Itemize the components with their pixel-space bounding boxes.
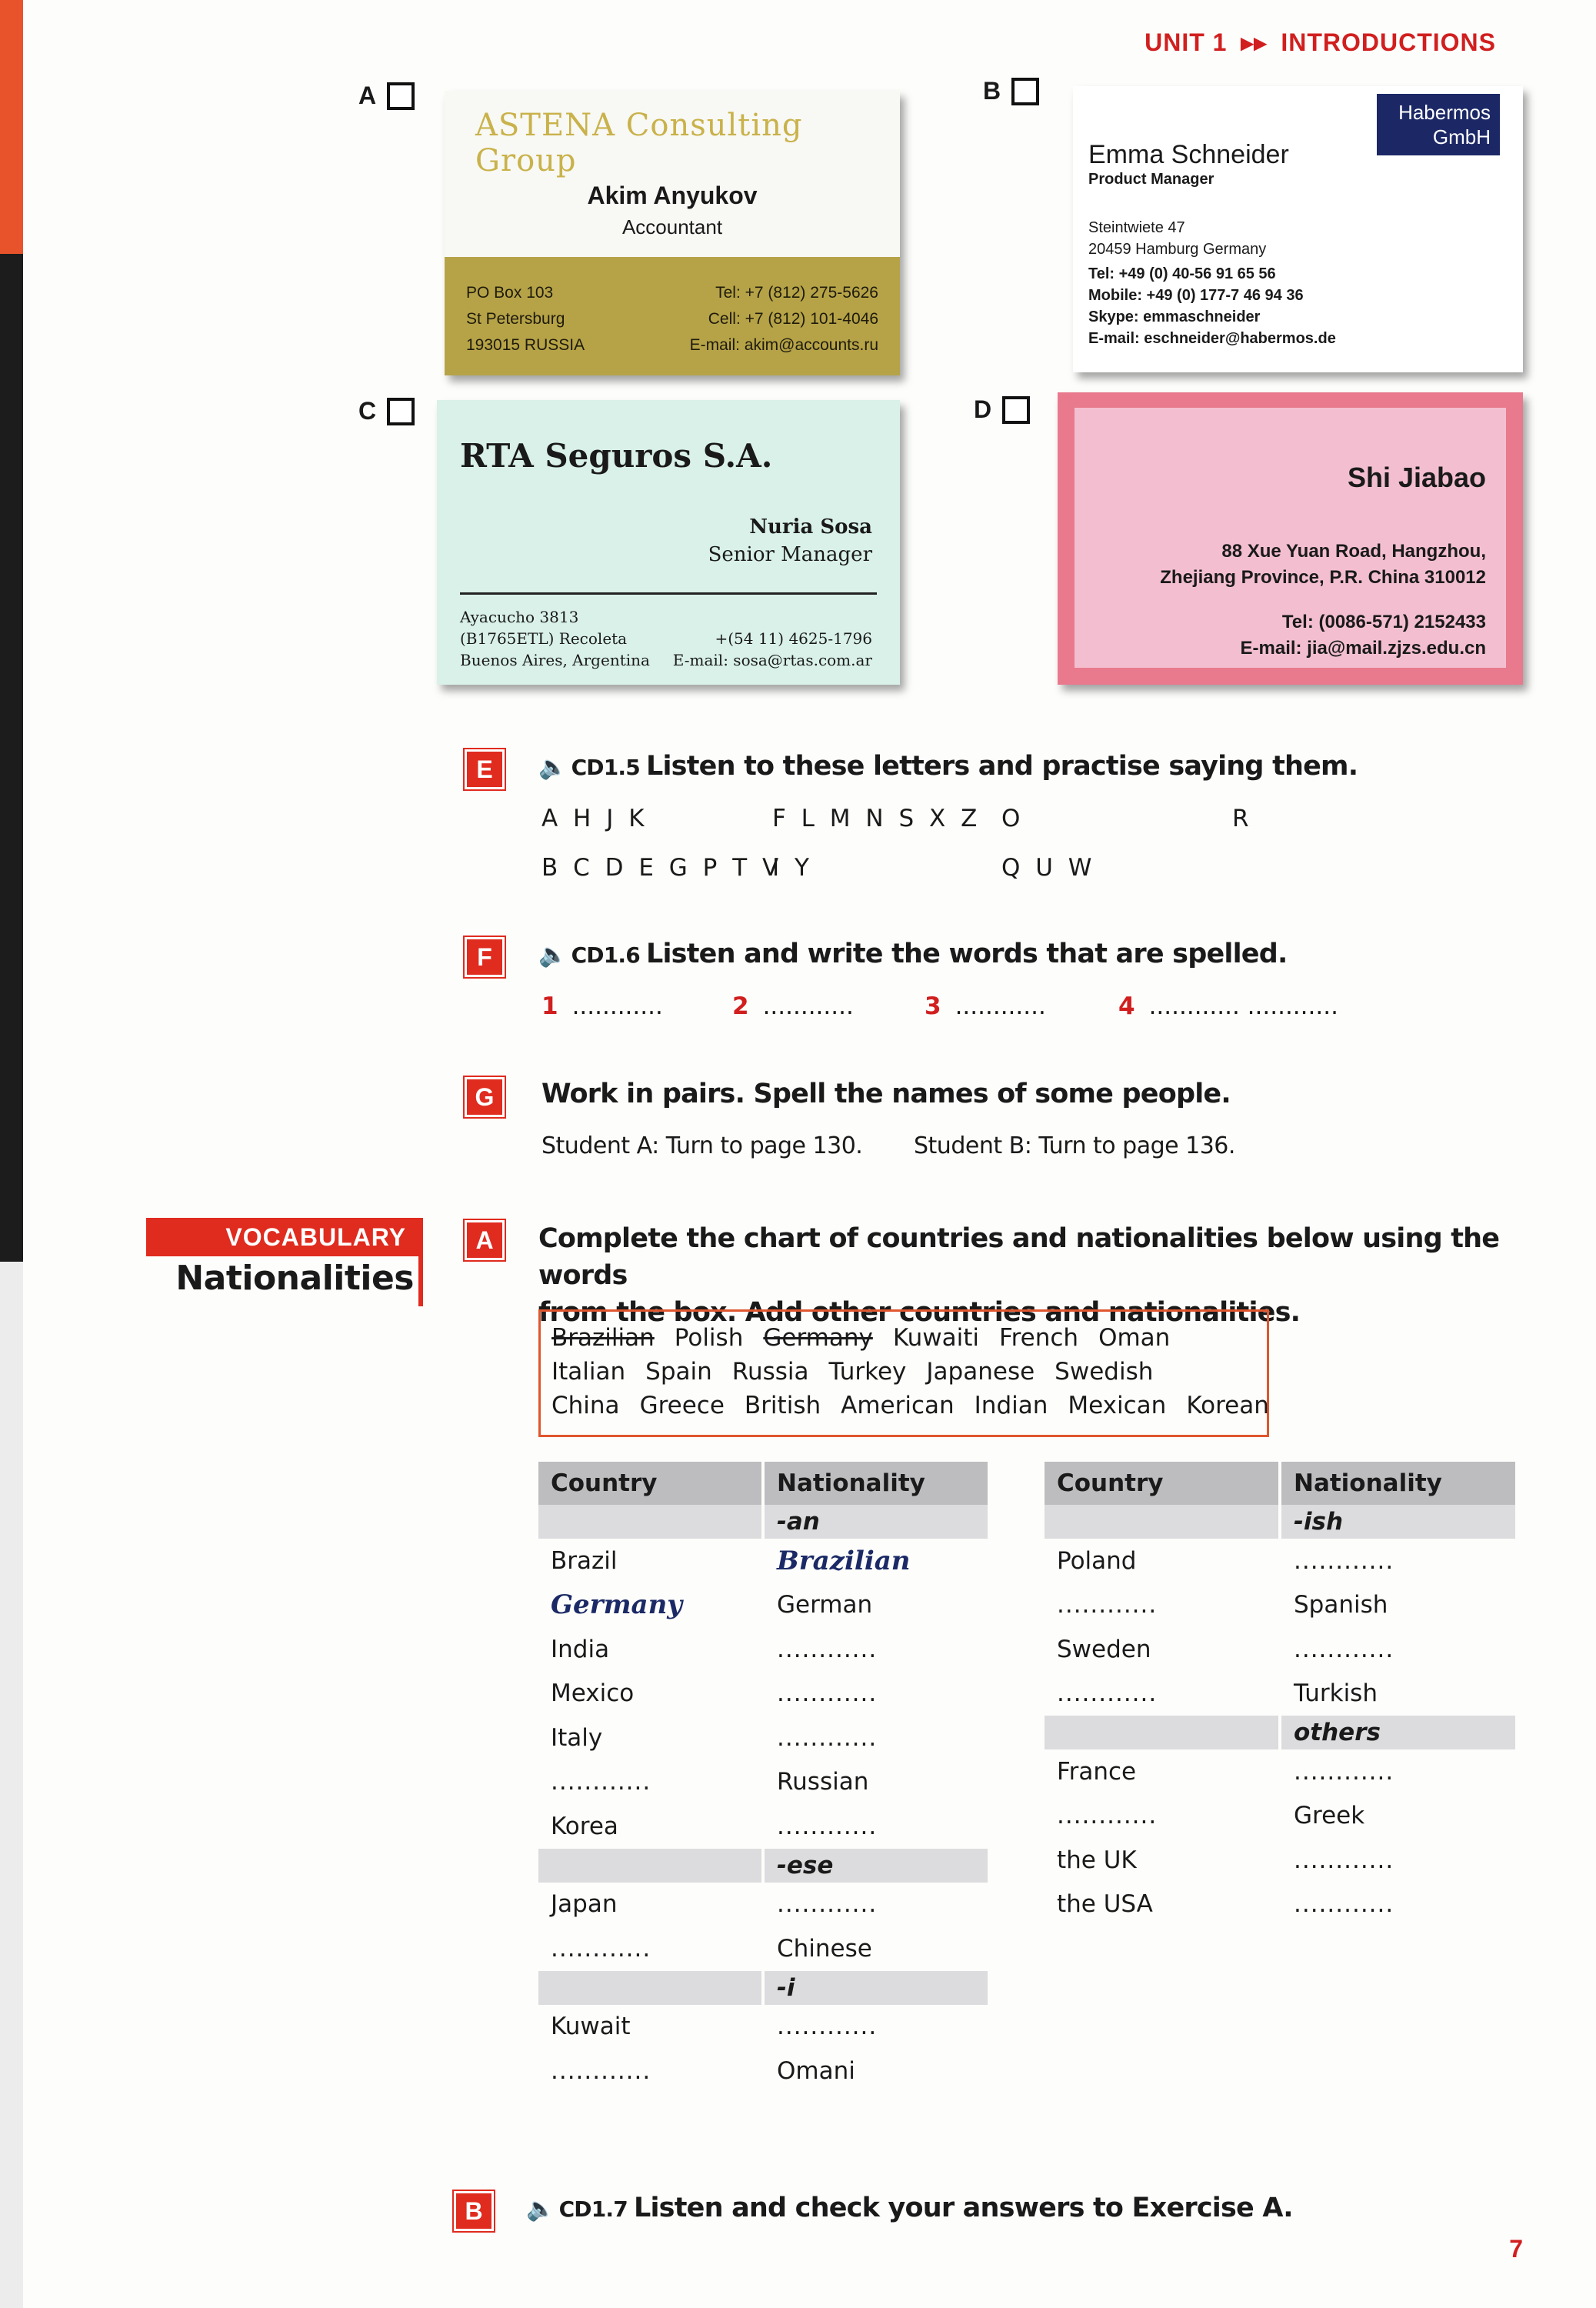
country-cell: Poland [1057,1546,1137,1575]
card-b-selector[interactable] [983,77,1039,105]
card-d-name: Shi Jiabao [1347,462,1486,493]
arrows-icon: ▸▸ [1241,28,1268,56]
card-d-address [1160,539,1486,591]
card-d-checkbox[interactable] [1002,396,1030,424]
table-row [538,1926,988,1971]
nationality-cell: Russian [777,1768,869,1796]
address-line: Buenos Aires, Argentina [460,651,650,669]
col-header-nationality: Nationality [765,1462,988,1505]
card-a-contact [690,280,878,359]
nationality-cell[interactable]: ............ [1294,1846,1394,1874]
table-row [1045,1838,1515,1883]
country-cell: the UK [1057,1846,1137,1874]
nationality-cell[interactable]: ............ [777,1812,878,1840]
instruction-text: Listen and check your answers to Exercise A. [633,2193,1293,2223]
word: Kuwaiti [892,1324,980,1352]
blank-number: 2 [732,992,749,1020]
country-cell: Italy [551,1723,603,1752]
contact-line: Tel: (0086-571) 2152433 [1281,612,1486,632]
vocabulary-label: VOCABULARY [146,1218,423,1256]
nationality-cell[interactable]: ............ [777,2013,878,2041]
word: British [744,1392,821,1419]
table-row [538,1804,988,1849]
card-c-checkbox[interactable] [387,398,415,425]
country-cell: the USA [1057,1890,1153,1919]
audio-speaker-icon[interactable]: 🔈 [538,754,567,781]
suffix-spacer [538,1505,761,1539]
nationality-table-right [1041,1462,1518,1926]
habermos-logo [1377,94,1500,155]
vocab-b-badge: B [454,2191,494,2231]
country-cell: Kuwait [551,2013,631,2041]
card-d-inner [1075,408,1506,668]
blank-number: 4 [1118,992,1135,1020]
address-line: 88 Xue Yuan Road, Hangzhou, [1221,541,1486,562]
word: Oman [1098,1324,1171,1352]
suffix-label: others [1281,1716,1515,1749]
word: Greece [639,1392,725,1419]
word-box [538,1309,1269,1437]
card-b-letter: B [983,77,1001,105]
contact-line: Tel: +7 (812) 275-5626 [715,284,878,302]
blank-dots: ............ ............ [1148,992,1338,1020]
contact-line: Mobile: +49 (0) 177-7 46 94 36 [1088,287,1304,304]
nationality-cell[interactable]: ............ [1294,1635,1394,1663]
suffix-row [1045,1716,1515,1749]
country-cell: Mexico [551,1679,635,1708]
exercise-e-instruction [538,751,1358,782]
section-label: INTRODUCTIONS [1281,28,1496,56]
card-c-company: RTA Seguros S.A. [460,437,773,475]
country-cell[interactable]: ............ [551,2056,651,2085]
letter-group: O [1001,805,1025,832]
table-row [538,1672,988,1716]
vocab-a-badge: A [465,1220,505,1260]
blank-dots: ............ [955,992,1046,1020]
table-row [1045,1883,1515,1927]
business-card-c [437,400,900,685]
country-cell[interactable]: ............ [551,1934,651,1963]
student-a-note: Student A: Turn to page 130. [541,1132,863,1159]
exercise-g-badge: G [465,1077,505,1117]
country-cell: France [1057,1757,1137,1786]
table-row [1045,1539,1515,1583]
suffix-label: -i [765,1971,988,2005]
address-line: 193015 RUSSIA [466,336,585,354]
card-a-role: Accountant [621,215,723,238]
card-b-name: Emma Schneider [1088,140,1289,169]
word: Italian [551,1358,626,1386]
address-line: St Petersburg [466,310,565,328]
page-edge-dark [0,254,23,1262]
address-line: Zhejiang Province, P.R. China 310012 [1160,567,1486,588]
word-box-row [551,1355,1256,1389]
card-c-contact [673,628,872,671]
contact-line: Tel: +49 (0) 40-56 91 65 56 [1088,265,1276,282]
unit-label: UNIT 1 [1145,28,1228,56]
suffix-spacer [538,1849,761,1883]
country-cell[interactable]: ............ [1057,1802,1158,1830]
vocabulary-title: Nationalities [175,1259,414,1298]
card-a-checkbox[interactable] [387,82,415,110]
suffix-spacer [1045,1505,1278,1539]
nationality-cell: Omani [777,2056,855,2085]
card-d-selector[interactable] [974,395,1030,424]
page-number: 7 [1509,2235,1523,2263]
country-cell[interactable]: ............ [1057,1591,1158,1619]
exercise-g-instruction: Work in pairs. Spell the names of some people. [541,1079,1231,1109]
contact-line: Cell: +7 (812) 101-4046 [708,310,878,328]
card-c-address [460,606,650,671]
nationality-cell: Brazilian [777,1545,911,1576]
contact-line: E-mail: jia@mail.zjzs.edu.cn [1240,638,1486,659]
nationality-table-left [535,1462,991,2093]
audio-speaker-icon[interactable]: 🔈 [526,2196,555,2223]
card-a-address [466,280,585,359]
word: Brazilian [551,1324,655,1352]
table-row [1045,1627,1515,1672]
card-b-address [1088,217,1266,260]
nationality-cell[interactable]: ............ [1294,1890,1394,1919]
logo-line: Habermos [1398,101,1491,124]
card-a-name: Akim Anyukov [587,182,758,209]
nationality-cell: Spanish [1294,1591,1388,1619]
table-header-row [1045,1462,1515,1505]
blank-number: 3 [925,992,941,1020]
nationality-cell[interactable]: ............ [777,1635,878,1663]
answer-blank-3[interactable] [925,992,1046,1020]
contact-line: E-mail: eschneider@habermos.de [1088,330,1336,347]
card-c-divider [460,592,877,595]
table-row [538,1760,988,1805]
table-row [538,1583,988,1628]
answer-blank-2[interactable] [732,992,854,1020]
contact-line: E-mail: akim@accounts.ru [689,336,878,354]
suffix-row [538,1849,988,1883]
table-row [538,2049,988,2093]
answer-blank-4[interactable] [1118,992,1338,1020]
letter-group: Q U W [1001,854,1096,882]
word: Korean [1186,1392,1269,1419]
word: Mexican [1068,1392,1167,1419]
suffix-row [538,1505,988,1539]
nationality-cell[interactable]: ............ [777,1723,878,1752]
student-b-note: Student B: Turn to page 136. [914,1132,1235,1159]
nationality-cell: Turkish [1294,1679,1378,1708]
suffix-spacer [538,1971,761,2005]
card-d-contact [1241,609,1487,662]
instruction-line: Complete the chart of countries and nationalities below using the words [538,1223,1500,1291]
table-body [1045,1505,1515,1926]
card-d-letter: D [974,395,992,423]
vocab-b-instruction [526,2193,1293,2223]
table-row [1045,1794,1515,1839]
word: China [551,1392,620,1419]
nationality-cell[interactable]: ............ [777,1890,878,1919]
suffix-spacer [1045,1716,1278,1749]
contact-line: +(54 11) 4625-1796 [715,629,872,648]
table-header-row [538,1462,988,1505]
nationality-cell: Greek [1294,1802,1365,1830]
contact-line: Skype: emmaschneider [1088,309,1261,325]
word: American [841,1392,955,1419]
card-a-band [445,257,900,375]
contact-line: E-mail: sosa@rtas.com.ar [672,651,872,669]
card-b-contact [1088,263,1336,349]
letter-group: B C D E G P T V [541,854,783,882]
word: Indian [974,1392,1048,1419]
address-line: PO Box 103 [466,284,554,302]
card-a-selector[interactable] [358,82,415,110]
blank-dots: ............ [762,992,854,1020]
table-row [1045,1672,1515,1716]
card-b-checkbox[interactable] [1011,78,1039,105]
country-cell: Japan [551,1890,618,1919]
unit-header [1145,28,1496,57]
word: Germany [763,1324,873,1352]
exercise-f-instruction [538,939,1287,969]
exercise-e-badge: E [465,749,505,789]
suffix-label: -ish [1281,1505,1515,1539]
business-card-a [445,91,900,375]
word: French [999,1324,1079,1352]
card-c-letter: C [358,397,377,425]
address-line: (B1765ETL) Recoleta [460,629,628,648]
suffix-label: -ese [765,1849,988,1883]
logo-line: GmbH [1432,125,1491,148]
table-row [538,1539,988,1583]
astena-logo: ASTENA Consulting Group [475,108,803,178]
word: Japanese [926,1358,1035,1386]
page-edge-red [0,0,23,254]
country-cell: Sweden [1057,1635,1151,1663]
audio-track: CD1.5 [571,755,640,780]
letter-group: A H J K [541,805,648,832]
table-row [538,1627,988,1672]
audio-speaker-icon[interactable]: 🔈 [538,942,567,969]
page-edge-grey [0,1262,23,2308]
card-a-letter: A [358,82,377,109]
blank-number: 1 [541,992,558,1020]
instruction-line: from the box. Add other countries and nationalities. [538,1297,1301,1328]
table-row [538,2005,988,2050]
word: Spain [645,1358,712,1386]
card-c-role: Senior Manager [708,543,872,566]
table-row [538,1716,988,1760]
card-b-role: Product Manager [1088,171,1214,188]
vocabulary-accent-bar [418,1218,423,1306]
suffix-label: -an [765,1505,988,1539]
address-line: 20459 Hamburg Germany [1088,241,1267,258]
table-row [538,1883,988,1927]
col-header-country: Country [1045,1462,1278,1505]
nationality-cell[interactable]: ............ [1294,1757,1394,1786]
col-header-nationality: Nationality [1281,1462,1515,1505]
blank-dots: ............ [571,992,663,1020]
table-row [1045,1749,1515,1794]
word: Russia [731,1358,809,1386]
word-box-row [551,1389,1269,1422]
country-cell: Brazil [551,1546,618,1575]
table-body [538,1505,988,2093]
answer-blank-1[interactable] [541,992,663,1020]
audio-track: CD1.7 [558,2196,628,2222]
audio-track: CD1.6 [571,942,640,968]
letter-group: R [1232,805,1253,832]
address-line: Steintwiete 47 [1088,219,1185,236]
exercise-f-badge: F [465,937,505,977]
card-c-selector[interactable] [358,397,415,425]
word: Turkey [828,1358,907,1386]
word: Polish [674,1324,744,1352]
letter-group: F L M N S X Z [772,805,981,832]
instruction-text: Listen to these letters and practise saying them. [645,751,1358,782]
card-c-name: Nuria Sosa [749,515,872,539]
nationality-cell: Chinese [777,1934,872,1963]
col-header-country: Country [538,1462,761,1505]
letter-group: I Y [772,854,813,882]
country-cell[interactable]: ............ [551,1768,651,1796]
nationality-cell[interactable]: ............ [777,1679,878,1708]
country-cell: India [551,1635,610,1663]
word: Swedish [1055,1358,1154,1386]
nationality-cell: German [777,1591,873,1619]
word-box-row [551,1321,1256,1355]
suffix-row [538,1971,988,2005]
nationality-cell[interactable]: ............ [1294,1546,1394,1575]
country-cell: Korea [551,1812,618,1840]
country-cell[interactable]: ............ [1057,1679,1158,1708]
address-line: Ayacucho 3813 [460,608,579,626]
table-row [1045,1583,1515,1628]
business-card-d [1058,392,1523,685]
country-cell: Germany [551,1589,683,1621]
suffix-row [1045,1505,1515,1539]
business-card-b [1073,86,1523,372]
instruction-text: Listen and write the words that are spelled. [645,939,1288,969]
